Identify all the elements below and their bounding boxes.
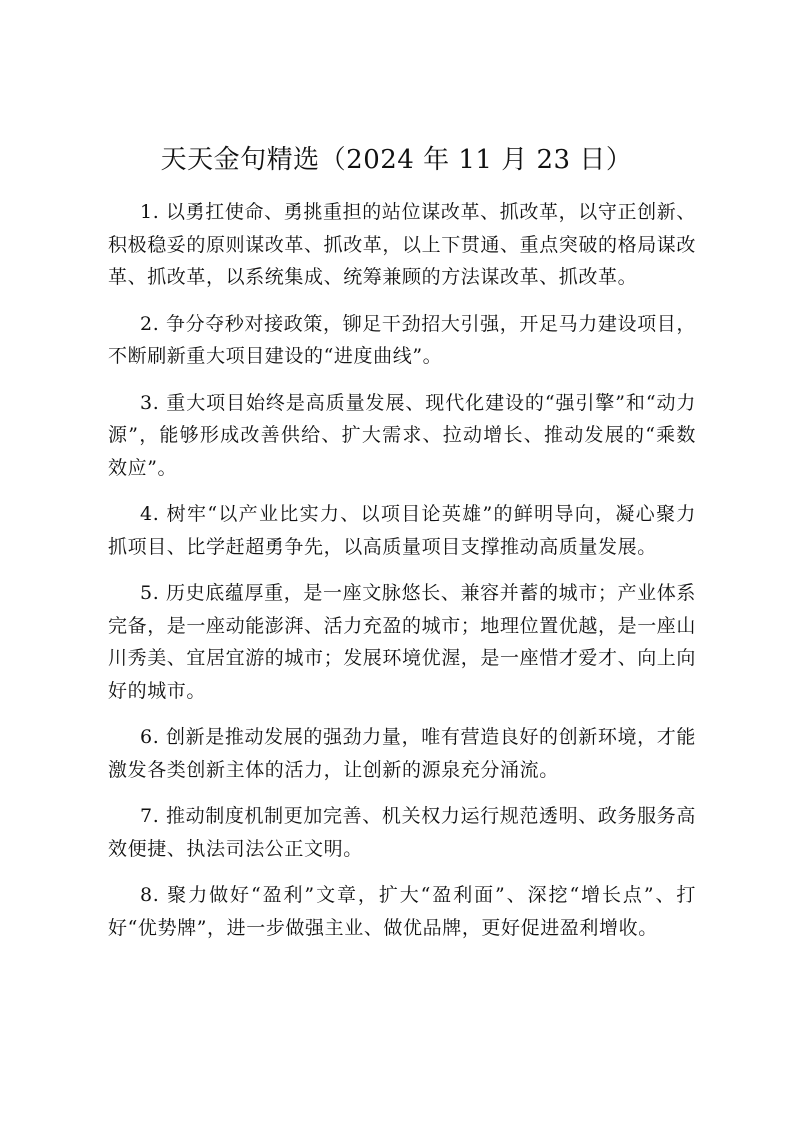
document-title: 天天金句精选（2024 年 11 月 23 日） — [160, 145, 633, 175]
paragraph-4: 4. 树牢“以产业比实力、以项目论英雄”的鲜明导向，凝心聚力抓项目、比学赶超勇争先，以高质量项目支撑推动高质量发展。 — [108, 503, 696, 558]
paragraph-2: 2. 争分夺秒对接政策，铆足干劲招大引强，开足马力建设项目，不断刷新重大项目建设的“进度曲线”。 — [108, 312, 696, 367]
paragraph-7: 7. 推动制度机制更加完善、机关权力运行规范透明、政务服务高效便捷、执法司法公正文明。 — [108, 805, 696, 860]
document-body — [108, 196, 696, 958]
paragraph-5: 5. 历史底蕴厚重，是一座文脉悠长、兼容并蓄的城市；产业体系完备，是一座动能澎湃、活力充盈的城市；地理位置优越，是一座山川秀美、宜居宜游的城市；发展环境优渥，是一座惜才爱才、向上向好的城市。 — [108, 582, 697, 702]
paragraph-3: 3. 重大项目始终是高质量发展、现代化建设的“强引擎”和“动力源”，能够形成改善供给、扩大需求、拉动增长、推动发展的“乘数效应”。 — [108, 391, 696, 479]
paragraph-6: 6. 创新是推动发展的强劲力量，唯有营造良好的创新环境，才能激发各类创新主体的活力，让创新的源泉充分涌流。 — [108, 726, 696, 781]
paragraph-1: 1. 以勇扛使命、勇挑重担的站位谋改革、抓改革，以守正创新、积极稳妥的原则谋改革、抓改革，以上下贯通、重点突破的格局谋改革、抓改革，以系统集成、统筹兼顾的方法谋改革、抓改革。 — [108, 201, 697, 288]
paragraph-8: 8. 聚力做好“盈利”文章，扩大“盈利面”、深挖“增长点”、打好“优势牌”，进一步做强主业、做优品牌，更好促进盈利增收。 — [108, 884, 696, 939]
